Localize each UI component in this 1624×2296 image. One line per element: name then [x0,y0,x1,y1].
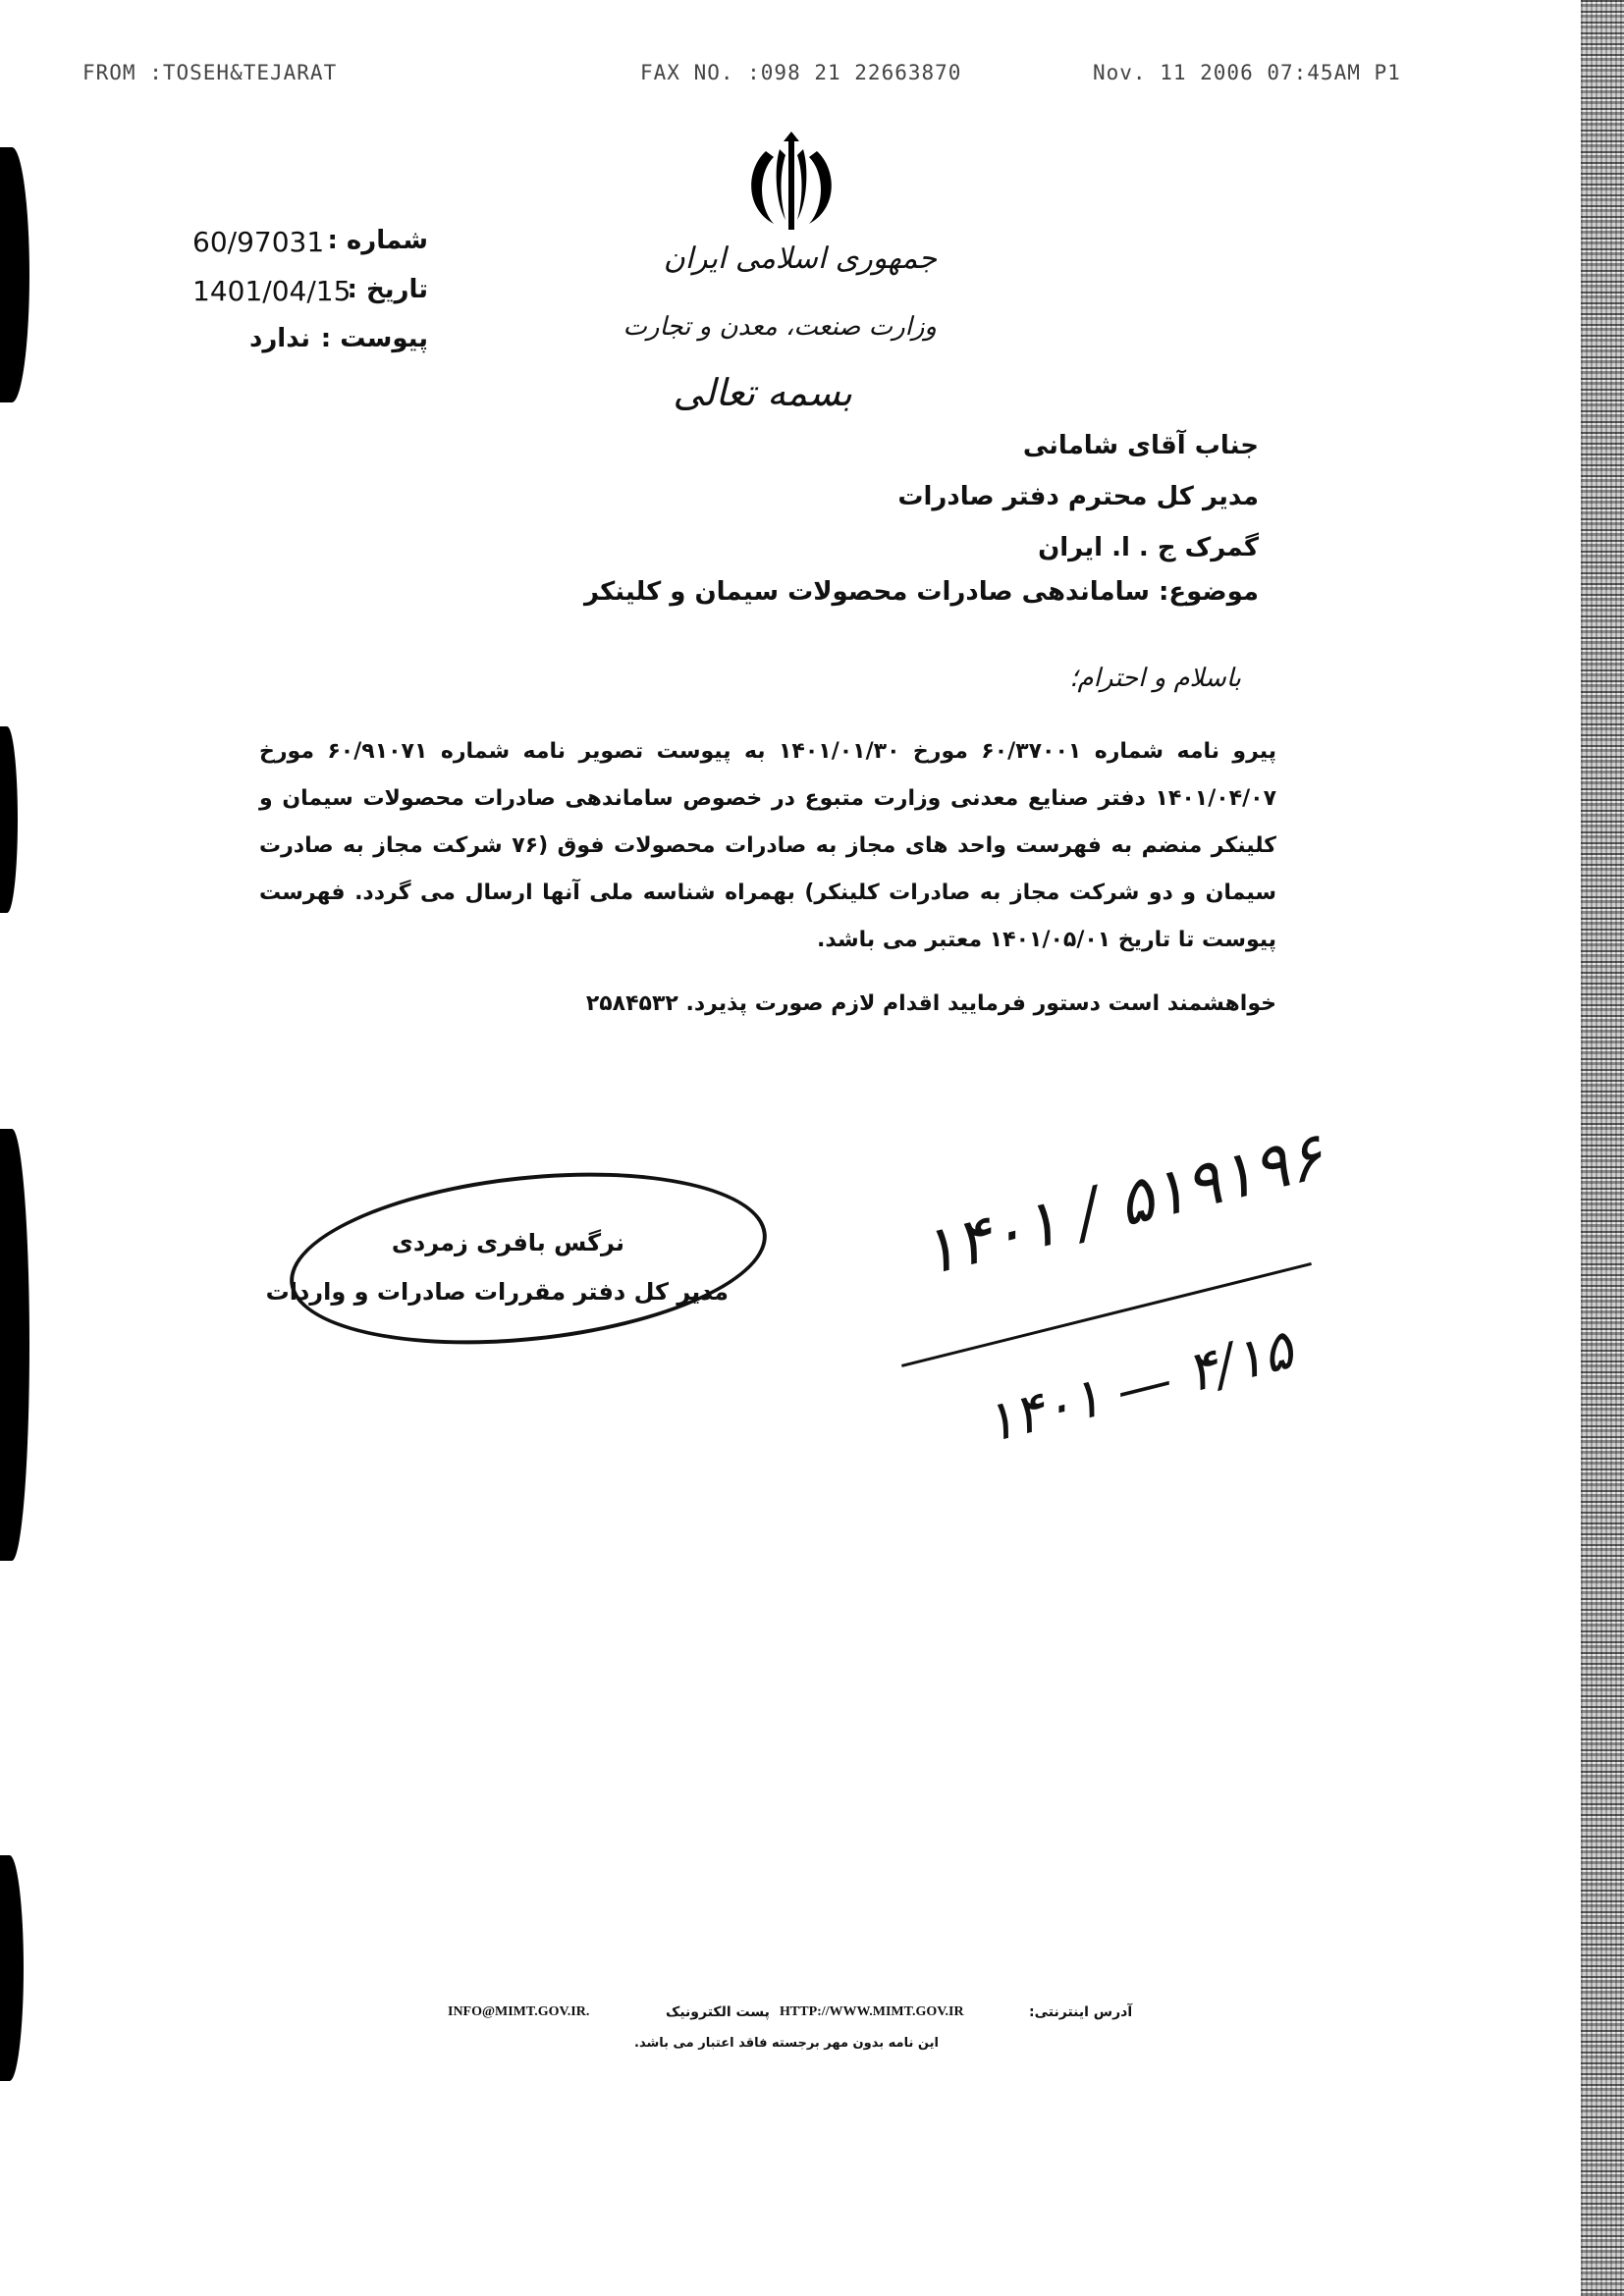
iran-emblem-icon [723,130,860,240]
fax-header [0,61,1624,90]
letterhead-ministry: وزارت صنعت، معدن و تجارت [623,312,937,342]
date-value: 1401/04/15 [192,275,352,307]
letterhead-country: جمهوری اسلامی ایران [663,241,937,276]
fax-from: FROM :TOSEH&TEJARAT [82,61,338,84]
scan-edge-blot [0,1129,29,1561]
attachment-label: پیوست : [320,324,428,353]
recipient-organization: گمرک ج . ا. ایران [1038,533,1259,562]
letter-subject: موضوع: ساماندهی صادرات محصولات سیمان و کلینکر [583,577,1259,607]
footer-email-label: پست الکترونیک [666,2004,770,2020]
handwritten-date: ۱۴۰۱ — ۴/۱۵ [978,1317,1300,1457]
footer-website-label: آدرس اینترنتی: [1029,2004,1133,2020]
recipient-title: مدیر کل محترم دفتر صادرات [897,482,1259,511]
meta-attachment [177,324,442,373]
recipient-name: جناب آقای شامانی [1022,431,1259,460]
number-label: شماره : [327,226,428,255]
letterhead-bismillah: بسمه تعالی [673,371,852,414]
scan-edge-blot [0,726,18,913]
footer-website: HTTP://WWW.MIMT.GOV.IR [780,2004,964,2019]
scan-edge-blot [0,1855,24,2081]
document-meta [177,226,442,373]
date-label: تاریخ : [347,275,428,304]
fax-timestamp: Nov. 11 2006 07:45AM P1 [1093,61,1401,84]
attachment-value: ندارد [249,324,311,353]
meta-date [177,275,442,324]
signatory-name: نرگس بافری زمردی [391,1229,624,1256]
handwritten-registration-number: ۱۴۰۱ / ۵۱۹۱۹۶ [913,1117,1330,1291]
footer-validity-note: این نامه بدون مهر برجسته فاقد اعتبار می باشد. [634,2036,939,2051]
footer-email: INFO@MIMT.GOV.IR. [448,2004,590,2019]
signature-scribble [282,1151,776,1365]
signatory-title: مدیر کل دفتر مقررات صادرات و واردات [265,1278,729,1306]
meta-number [177,226,442,275]
letter-greeting: باسلام و احترام؛ [1069,664,1241,693]
scan-edge-blot [0,147,29,402]
letter-body: پیرو نامه شماره ۶۰/۳۷۰۰۱ مورخ ۱۴۰۱/۰۱/۳۰ به پیوست تصویر نامه شماره ۶۰/۹۱۰۷۱ مورخ ۱۴۰۱/۰۴/۰۷ دفتر صنایع معدنی وزارت متبوع در خصوص ساماندهی صادرات محصولات سیمان و کلینکر منضم به فهرست واحد های مجاز به صادرات محصولات فوق (۷۶ شرکت مجاز به صادرت سیمان و دو شرکت مجاز به صادرات کلینکر) بهمراه شناسه ملی آنها ارسال می گردد. فهرست پیوست تا تاریخ ۱۴۰۱/۰۵/۰۱ معتبر می باشد. [259,739,1276,952]
number-value: 60/97031 [192,226,325,258]
letter-closing: خواهشمند است دستور فرمایید اقدام لازم صورت پذیرد. ۲۵۸۴۵۳۲ [585,991,1276,1016]
footer-contact [448,2004,1135,2030]
scan-edge-noise [1581,0,1624,2296]
fax-number: FAX NO. :098 21 22663870 [640,61,962,84]
recipient-block [897,420,1259,573]
